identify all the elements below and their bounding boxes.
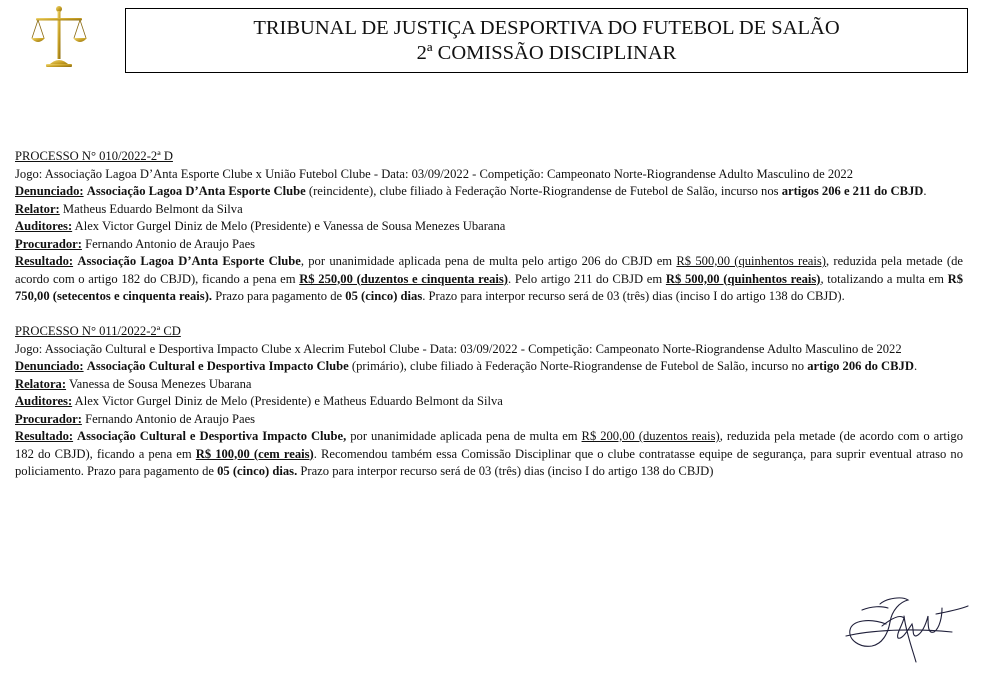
payment-deadline: 05 (cinco) dias bbox=[345, 289, 423, 303]
resultado-text: , totalizando a multa em bbox=[820, 271, 948, 286]
process-block bbox=[15, 323, 963, 481]
relator-value: Matheus Eduardo Belmont da Silva bbox=[59, 201, 243, 216]
denunciado-text: (primário), clube filiado à Federação Norte-Riograndense de Futebol de Salão, incurso no bbox=[348, 359, 808, 373]
fine-amount-211: R$ 500,00 (quinhentos reais) bbox=[665, 271, 821, 286]
resultado-text: por unanimidade aplicada pena de multa em bbox=[346, 429, 582, 443]
fine-amount: R$ 200,00 (duzentos reais) bbox=[581, 429, 720, 443]
denunciado-end: . bbox=[913, 359, 918, 373]
resultado-text: , reduzida pela metade (de acordo com o artigo 182 do CBJD), ficando a pena em bbox=[15, 254, 963, 286]
auditores-line bbox=[15, 393, 963, 411]
header-box bbox=[125, 8, 968, 73]
denunciado-name: Associação Cultural e Desportiva Impacto Clube bbox=[86, 359, 349, 373]
relator-label: Relator: bbox=[15, 201, 60, 216]
denunciado-line bbox=[15, 358, 963, 376]
game-line: Jogo: Associação Lagoa D’Anta Esporte Clube x União Futebol Clube - Data: 03/09/2022 - Competição: Campeonato Norte-Riograndense Adulto Masculino de 2022 bbox=[15, 166, 854, 181]
process-block bbox=[15, 148, 963, 306]
handwritten-signature-icon bbox=[842, 588, 974, 666]
denunciado-end: . bbox=[923, 184, 927, 198]
denunciado-articles: artigos 206 e 211 do CBJD bbox=[781, 184, 924, 198]
auditores-line bbox=[15, 218, 963, 236]
commission-title: 2ª COMISSÃO DISCIPLINAR bbox=[416, 42, 677, 64]
resultado-label: Resultado: bbox=[15, 254, 74, 268]
relatora-line bbox=[15, 376, 963, 394]
reduced-fine-amount: R$ 250,00 (duzentos e cinquenta reais) bbox=[299, 271, 509, 286]
relatora-value: Vanessa de Sousa Menezes Ubarana bbox=[66, 376, 252, 391]
tribunal-title: TRIBUNAL DE JUSTIÇA DESPORTIVA DO FUTEBOL DE SALÃO bbox=[253, 17, 840, 39]
document-body bbox=[15, 148, 963, 498]
procurador-value: Fernando Antonio de Araujo Paes bbox=[81, 236, 256, 251]
auditores-label: Auditores: bbox=[15, 219, 73, 233]
game-line: Jogo: Associação Cultural e Desportiva Impacto Clube x Alecrim Futebol Clube - Data: 03/09/2022 - Competição: Campeonato Norte-Riograndense Adulto Masculino de 2022 bbox=[15, 341, 902, 356]
resultado-club: Associação Cultural e Desportiva Impacto Clube, bbox=[77, 429, 347, 443]
resultado-paragraph bbox=[15, 428, 963, 481]
resultado-club: Associação Lagoa D’Anta Esporte Clube bbox=[77, 254, 301, 268]
procurador-line bbox=[15, 236, 963, 254]
procurador-label: Procurador: bbox=[15, 411, 82, 426]
process-title: PROCESSO N° 010/2022-2ª D bbox=[15, 149, 173, 163]
resultado-text: , reduzida pela metade (de acordo com o artigo 182 do CBJD), ficando a pena em bbox=[15, 429, 963, 461]
total-fine: R$ 750,00 (setecentos e cinquenta reais). bbox=[15, 271, 964, 303]
denunciado-name: Associação Lagoa D’Anta Esporte Clube bbox=[86, 184, 306, 198]
procurador-line bbox=[15, 411, 963, 429]
relator-line bbox=[15, 201, 963, 219]
process-title: PROCESSO N° 011/2022-2ª CD bbox=[15, 324, 181, 338]
payment-deadline: 05 (cinco) dias. bbox=[217, 464, 298, 478]
denunciado-line bbox=[15, 183, 963, 201]
auditores-value: Alex Victor Gurgel Diniz de Melo (Presidente) e Matheus Eduardo Belmont da Silva bbox=[72, 394, 503, 408]
denunciado-label: Denunciado: bbox=[15, 184, 84, 198]
auditores-label: Auditores: bbox=[15, 394, 73, 408]
resultado-paragraph bbox=[15, 253, 963, 306]
procurador-label: Procurador: bbox=[15, 236, 82, 251]
resultado-label: Resultado: bbox=[15, 429, 74, 443]
resultado-text: , por unanimidade aplicada pena de multa pelo artigo 206 do CBJD em bbox=[300, 254, 677, 268]
resultado-text: Prazo para pagamento de bbox=[212, 289, 346, 303]
relatora-label: Relatora: bbox=[15, 376, 67, 391]
procurador-value: Fernando Antonio de Araujo Paes bbox=[81, 411, 256, 426]
reduced-fine-amount: R$ 100,00 (cem reais) bbox=[195, 446, 314, 461]
resultado-text: . Prazo para interpor recurso será de 03 (três) dias (inciso I do artigo 138 do CBJD). bbox=[422, 289, 845, 303]
resultado-text: Prazo para interpor recurso será de 03 (três) dias (inciso I do artigo 138 do CBJD) bbox=[297, 464, 714, 478]
auditores-value: Alex Victor Gurgel Diniz de Melo (Presidente) e Vanessa de Sousa Menezes Ubarana bbox=[72, 219, 506, 233]
scales-of-justice-icon bbox=[30, 4, 88, 68]
resultado-text: . Recomendou também essa Comissão Disciplinar que o clube contratasse equipe de segurança, para suprir eventual atraso no policiamento. Prazo para pagamento de bbox=[15, 446, 963, 478]
denunciado-label: Denunciado: bbox=[15, 359, 84, 373]
denunciado-text: (reincidente), clube filiado à Federação Norte-Riograndense de Futebol de Salão, incurso nos bbox=[305, 184, 782, 198]
resultado-text: . Pelo artigo 211 do CBJD em bbox=[508, 271, 666, 286]
denunciado-articles: artigo 206 do CBJD bbox=[807, 359, 914, 373]
fine-amount: R$ 500,00 (quinhentos reais) bbox=[676, 254, 826, 268]
